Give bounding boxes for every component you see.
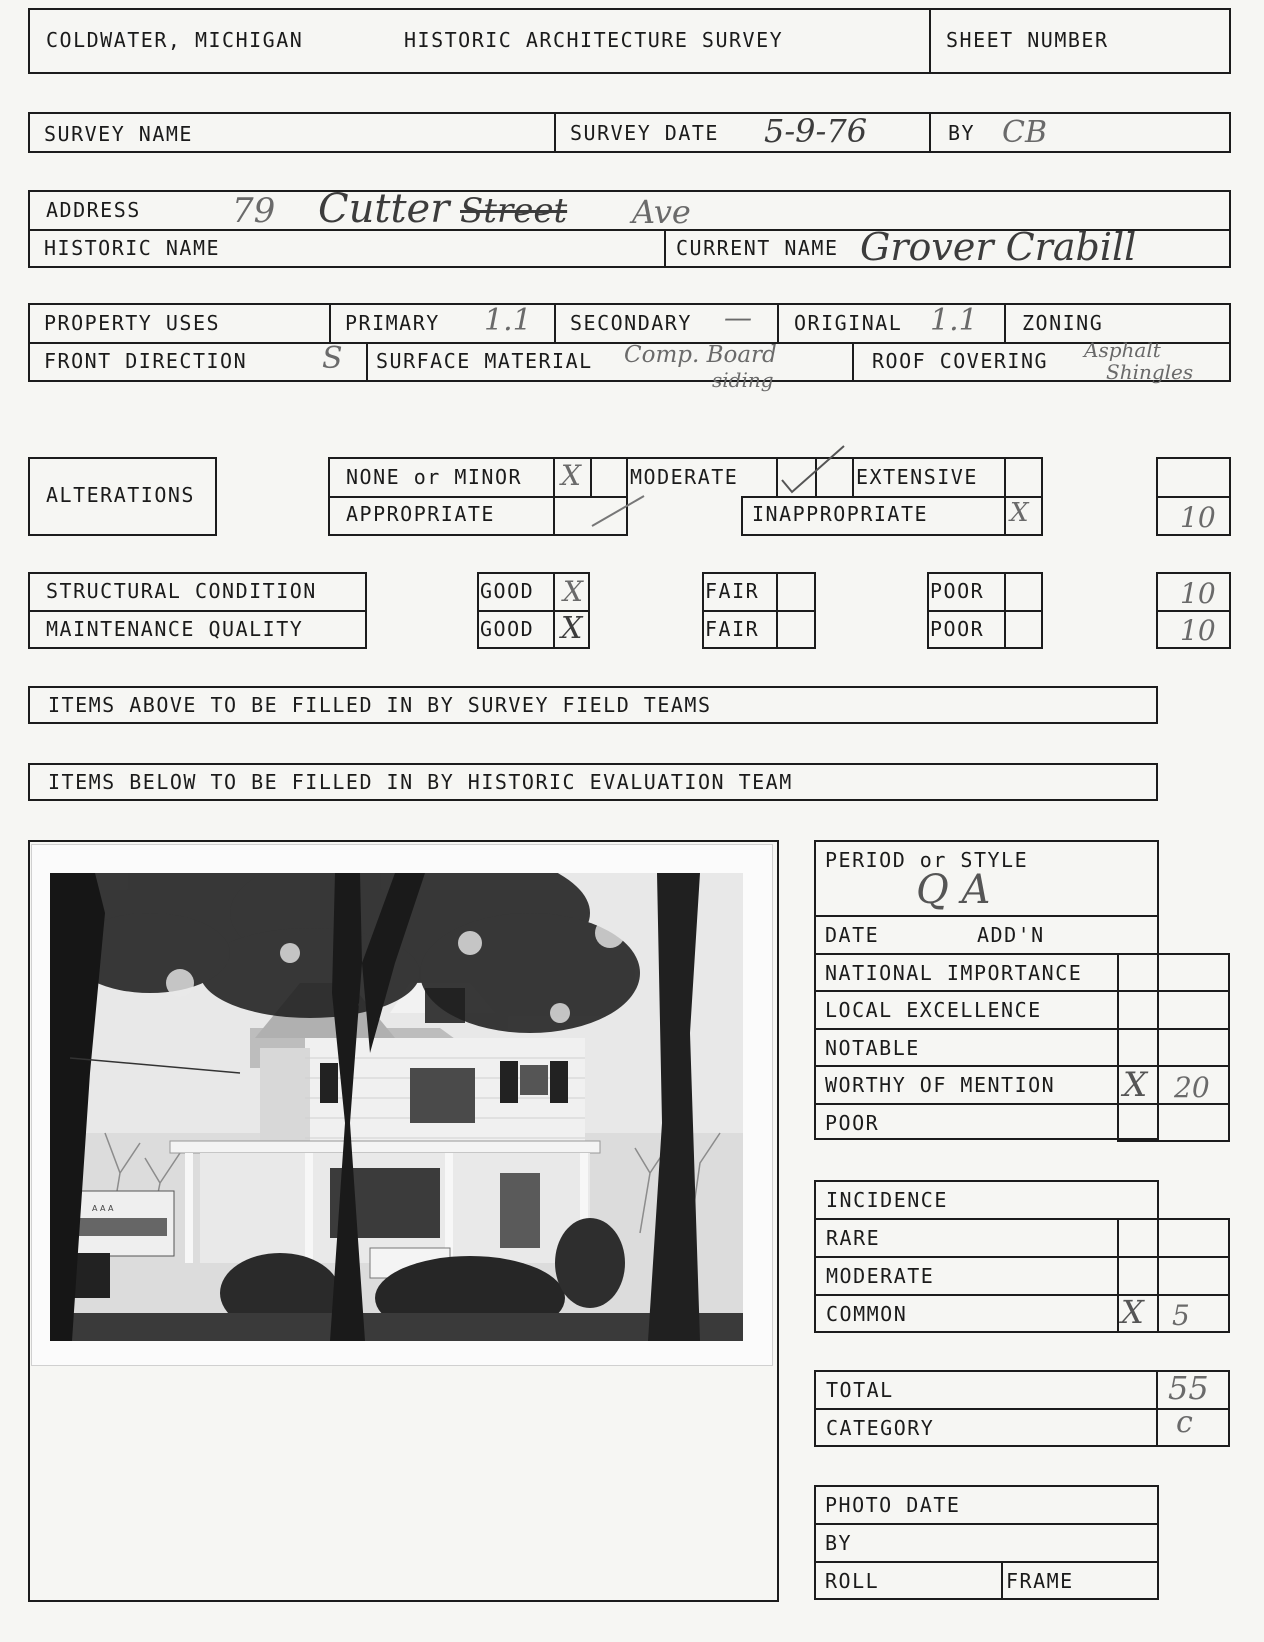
header-city: COLDWATER, MICHIGAN [46,28,304,52]
header-divider [929,8,931,74]
survey-right-edge [1229,112,1231,153]
maintenance-poor-label: POOR [930,617,985,641]
importance-mark-divider [1117,953,1119,1142]
survey-date-value: 5-9-76 [764,112,868,150]
survey-date-label: SURVEY DATE [570,121,719,145]
survey-divider-2 [929,112,931,153]
incidence-common-label: COMMON [826,1302,908,1326]
historic-name-label: HISTORIC NAME [44,236,221,260]
trailer-text: A A A [92,1204,114,1213]
importance-worthy-mark: X [1123,1065,1148,1105]
photo-date-divider-2 [814,1561,1159,1563]
period-divider [814,915,1159,917]
importance-national-label: NATIONAL IMPORTANCE [825,961,1083,985]
front-direction-label: FRONT DIRECTION [44,349,248,373]
incidence-line-1 [814,1218,1230,1220]
frame-label: FRAME [1006,1569,1074,1593]
importance-worthy-label: WORTHY OF MENTION [825,1073,1056,1097]
alterations-score-divider [1156,496,1231,498]
appropriate-label: APPROPRIATE [346,502,495,526]
notes-below: ITEMS BELOW TO BE FILLED IN BY HISTORIC EVALUATION TEAM [48,770,793,794]
total-label: TOTAL [826,1378,894,1402]
poor-mark-divider [1004,572,1006,649]
survey-name-label: SURVEY NAME [44,122,193,146]
primary-value: 1.1 [484,303,532,338]
front-direction-value: S [322,341,343,376]
photo-date-divider-1 [814,1523,1159,1525]
condition-label-divider [28,610,367,612]
maintenance-good-label: GOOD [480,617,535,641]
address-number: 79 [232,191,276,231]
maintenance-score: 10 [1180,614,1216,647]
secondary-label: SECONDARY [570,311,692,335]
sheet-number-label: SHEET NUMBER [946,28,1109,52]
inappropriate-label: INAPPROPRIATE [752,502,929,526]
addn-label: ADD'N [977,923,1045,947]
surface-material-label: SURFACE MATERIAL [376,349,593,373]
survey-top-line [28,112,1231,114]
date-label: DATE [825,923,880,947]
total-value: 55 [1168,1369,1209,1407]
poor-divider [927,610,1043,612]
surface-material-value-2: siding [712,368,774,392]
importance-line-5 [814,1103,1230,1105]
importance-notable-label: NOTABLE [825,1036,920,1060]
structural-condition-label: STRUCTURAL CONDITION [46,579,317,603]
zoning-label: ZONING [1022,311,1104,335]
alt-mark-box-left [553,457,555,536]
property-div-6 [852,342,854,382]
property-div-4 [1004,303,1006,343]
alt-row-bottom-right [741,534,1043,536]
current-name-label: CURRENT NAME [676,236,839,260]
current-name-value: Grover Crabill [860,225,1137,269]
good-mark-divider [553,572,555,649]
property-uses-label: PROPERTY USES [44,311,221,335]
category-value: c [1176,1405,1193,1440]
structural-poor-label: POOR [930,579,985,603]
incidence-common-score: 5 [1172,1299,1190,1332]
address-street: Cutter [318,186,450,232]
importance-poor-label: POOR [825,1111,880,1135]
survey-left-edge [28,112,30,153]
maintenance-quality-label: MAINTENANCE QUALITY [46,617,304,641]
property-div-3 [777,303,779,343]
total-divider [814,1408,1230,1410]
property-div-1 [329,303,331,343]
roof-covering-value-2: Shingles [1106,360,1194,384]
incidence-line-2 [814,1256,1230,1258]
maintenance-fair-label: FAIR [705,617,760,641]
photo-date-label: PHOTO DATE [825,1493,961,1517]
condition-score-divider [1156,610,1231,612]
appropriate-slash-mark [588,490,648,530]
incidence-moderate-label: MODERATE [826,1264,935,1288]
structural-good-label: GOOD [480,579,535,603]
importance-worthy-score: 20 [1174,1071,1210,1104]
importance-line-3 [814,1028,1230,1030]
inappropriate-mark: X [1010,498,1029,528]
structural-good-mark: X [563,575,583,608]
incidence-rare-label: RARE [826,1226,881,1250]
category-label: CATEGORY [826,1416,935,1440]
incidence-common-mark: X [1121,1293,1144,1331]
moderate-label: MODERATE [630,465,739,489]
photo-by-label: BY [825,1531,853,1555]
header-title: HISTORIC ARCHITECTURE SURVEY [404,28,784,52]
alterations-label: ALTERATIONS [46,483,195,507]
alt-inappropriate-left [741,496,743,536]
property-div-5 [366,342,368,382]
fair-mark-divider [776,572,778,649]
survey-by-value: CB [1002,115,1047,150]
roof-covering-value-1: Asphalt [1084,338,1161,362]
address-label: ADDRESS [46,198,141,222]
none-minor-label: NONE or MINOR [346,465,523,489]
maintenance-good-mark: X [561,611,583,646]
none-minor-mark: X [561,459,581,492]
address-name-divider [664,229,666,268]
moderate-check-mark [778,440,848,500]
surface-material-value-1: Comp. Board [624,342,777,368]
roll-label: ROLL [825,1569,880,1593]
survey-divider-1 [554,112,556,153]
house-photo [50,873,743,1341]
notes-above: ITEMS ABOVE TO BE FILLED IN BY SURVEY FIELD TEAMS [48,693,712,717]
secondary-value: — [724,301,752,334]
fair-divider [702,610,816,612]
survey-bottom-line [28,151,1231,153]
address-suffix: Ave [632,193,691,231]
property-div-2 [554,303,556,343]
roof-covering-label: ROOF COVERING [872,349,1049,373]
importance-line-4 [814,1065,1230,1067]
importance-score-box [1117,953,1230,1142]
address-struck-street: Street [460,191,568,231]
original-value: 1.1 [930,303,978,338]
alt-extensive-left [852,457,854,497]
alterations-score: 10 [1180,501,1216,534]
importance-line-1 [814,953,1230,955]
original-label: ORIGINAL [794,311,903,335]
extensive-label: EXTENSIVE [856,465,978,489]
importance-line-2 [814,990,1230,992]
incidence-line-3 [814,1294,1230,1296]
structural-fair-label: FAIR [705,579,760,603]
period-style-value: Q A [916,867,991,913]
roll-frame-divider [1001,1561,1003,1600]
importance-local-label: LOCAL EXCELLENCE [825,998,1042,1022]
structural-score: 10 [1180,577,1216,610]
incidence-label: INCIDENCE [826,1188,948,1212]
primary-label: PRIMARY [345,311,440,335]
survey-by-label: BY [948,121,976,145]
total-score-divider [1156,1370,1158,1447]
period-style-label: PERIOD or STYLE [825,848,1029,872]
